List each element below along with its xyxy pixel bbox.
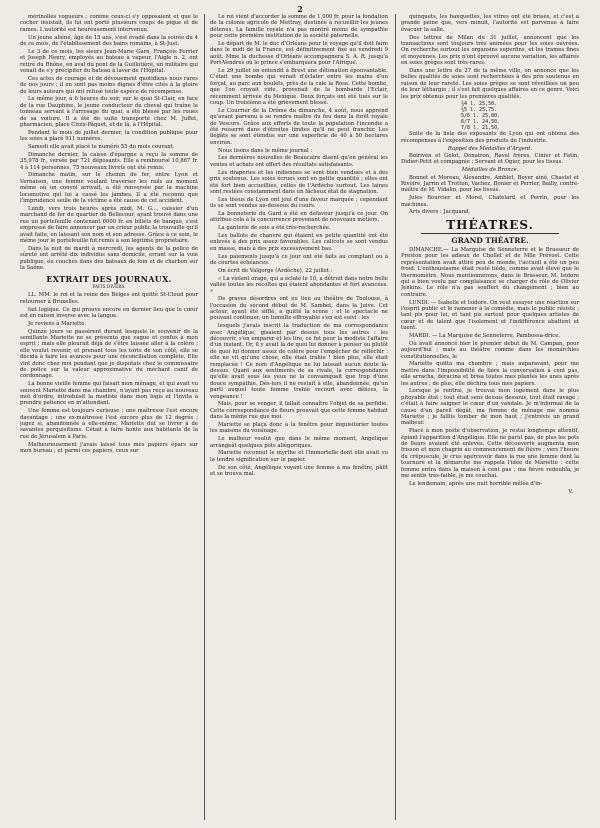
article-paragraph: lesquels j'avais inscrit la traduction de ma correspondance avec Angélique, gisaient par dessus tous les autres : les découvrir, s'en emparer et les lire, ce fut pour la modiste l'affaire d'un instant. Or, il y avait là de quoi lui donner à penser ou plutôt de quoi lui donner assez de colère pour l'empêcher de réfléchir : elle ne vit qu'une chose, elle était trahie ! bien plus, elle était remplacée ! Ce nom d'Angélique ne lui laissait aucun doute là-dessus. Quant aux sentiments de sa rivale, la correspondance qu'elle avait sous les yeux ne la convainquait que trop d'une douce sympathie. Dès-lors il ne restait à elle, abandonnée, qu'un parti auquel toute femme trahie recourt avec délices, la vengeance ! [210,323,388,400]
article-paragraph: Le 3 de ce mois, les sieurs Jean-Marie Garn, François Ferrier et Joseph Henry, employés au bateau à vapeur, l'Aigle n. 2, ont retiré du Rhône, en aval du pont de la Guillotière, un militaire qui venait de s'y précipiter du bateau à laver de l'Hôpital. [20,48,198,75]
article-paragraph: Mariette quitta ma chambre ; mais auparavant, pour me mettre dans l'impossibilité de faire la conversation à cent pas, elle arracha, déracina et brisa toutes mes plantes les unes après les autres ; de plus, elle déchira tous mes papiers. [401,361,579,387]
article-paragraph: La bonne vieille femme qui faisait mon ménage, et qui avait vu souvent Mariette dans ma chambre, n'ayant pas reçu au nouveau mot d'ordre, introduisit la modiste dans mon logis et l'invita à prendre patience en m'attendant. [20,381,198,407]
extrait-heading: EXTRAIT DES JOURNAUX. [46,274,172,285]
page-number: 2 [297,4,303,14]
article-paragraph: Mariette reconnut le myrthe et l'immortelle dont elle avait vu la tendre signification sur le papier. [210,450,388,463]
article-paragraph: Jules Bourcier et Morel, Chatelard et Perrin, pour les machines. [401,195,579,208]
article-paragraph: Un jeune aliéné, âgé de 15 ans, s'est évadé dans la soirée du 4 de ce mois, de l'établissement des bains romains, à St-Just. [20,34,198,48]
faits-divers-subheading: FAITS DIVERS. [92,285,126,291]
article-paragraph: Pendant le mois de juillet dernier, la condition publique pour les soies a placé 911 numéros. [20,129,198,143]
article-paragraph: Mariette se plaça donc à la fenêtre pour inquisitorier toutes les maisons du voisinage. [210,422,388,435]
silk-price-list [401,101,579,131]
price-line: ¾4 l. 25,50. [461,101,498,108]
article-paragraph: Le malheur voulut que dans le même moment, Angélique arrangeât quelques pots allégoriques. [210,436,388,449]
article-paragraph: Une femme est toujours curieuse ; une maîtresse l'est encore davantage ; une ex-maîtresse l'est encore plus de 12 degrés ; jugez si, abandonnée à elle-même, Mariette dut se livrer à de savantes perquisitions. Cétait à faire honte aux habitants de la rue de Jérusalem à Paris. [20,408,198,440]
article-paragraph: DIMANCHE.— La Marquise de Senneterre et le Brasseur de Preston pour les adieux de Chollet et de Mlle Prévost. Cette représentation avait attiré peu de monde, l'accueil a été un peu froid. L'enthousiasme était resté tiède, comme avait élevé que le thermomètre. Nous mentionnerons, dans le Brasseur, M. Isidore qui a bien voulu par complaisance se charger du rôle de Olivier Jenkins. Le rôle n'a pas souffert du changement ; bien au contraire. [401,246,579,298]
signature-mark: V. [568,488,573,495]
article-paragraph: Dans la nuit de mardi à mercredi, les agents de la police de sûreté ont arrêté dix individus sans domicile, errant sur la voie publique, ou couchés dans des bateaux de foin et de charbon sur la Saône. [20,245,198,271]
article-paragraph: Le Courrier de la Drôme du dimanche, 4 août, nous apprend qu'avant parvenu à se rendre maître du feu dans la forêt royale de Vescors. Grâce aux efforts de toute la population l'incendie a été resserré dans d'étroites limites qu'il ne peut franchir. Les dégâts se sont étendus sur une superficie de 40 à 50 hectares environ. [210,107,388,146]
price-line: 5/6 l. 25,00. [461,113,501,120]
rappel-heading: Rappel des Médailles d'Argent. [447,145,533,152]
article-paragraph: Nous lisons dans le même journal : [218,147,313,154]
article-paragraph: Les dernières nouvelles de Beaucaire disent qu'en général les ventes et achats ont offert des résultats satisfaisants. [210,155,388,168]
grand-theatre-heading: GRAND THÉATRE. [451,235,529,245]
article-paragraph: Bonnet et Moreau, Alexandre, Amblet, Boyer ainé, Chastel et Rivoire, Jarrin et Trotton, Vachez, Bonier et Perrier, Bailly, contre-maître de M. Vidalin, pour les tissus. [401,174,579,194]
article-paragraph: Les tissus de Lyon ont joui d'une faveur marquée ; cependant ils se sont vendus au-dessous du cours. [210,196,388,210]
theatres-heading: THÉATRES. [446,217,534,232]
column-divider [204,14,205,820]
article-paragraph: On écrit de Valgorge (Ardèche), 22 juillet : [218,267,333,274]
article-paragraph: De graves désordres ont eu lieu au théâtre de Toulouse, à l'occasion du second début de M. Sambet, dans la Juive. Cet acteur, ayant été sifflé, a quitté la scène ; et le spectacle ne pouvant continuer, un tumulte effroyable s'en est suivi : les [210,296,388,322]
article-paragraph: Quinze jours se passèrent durant lesquels le souvenir de la semillante Mariette ne se présenta que vague et confus à mon esprit ; mais elle pleurait déjà de s'être laissée aller à la colère ; elle voulut revenir, et prenant tous les torts de son côté, elle se décida à faire les avances pour une réconciliation complète. Elle vint donc chez moi pendant que je disputais chez le commissaire de police sur la valeur approximative du méchant canif de cordonnage. [20,328,198,380]
article-paragraph: Dimanche matin, sur le chemin de fer, entre Lyon et Vernaison, une femme voulant traverser les rails au moment même où un convoi arrivait, a été renversée par la machine locomotive qui lui a cassé les jambes. Il a été reconnu que l'imprudence seule de la victime a été cause de cet accident. [20,172,198,205]
article-paragraph: Ces actes de courage et de dévouement quotidiens nous rares de nos jours ; il en sont pas moins dignes d'être cités à la gloire de leurs auteurs qui ont refusé toute espèce de récompense. [20,75,198,95]
column-divider [395,14,396,820]
article-paragraph: Le même jour, à 6 heures du soir, sur le quai St-Clair, en face de la rue Dauphine, le jeune conducteur du cheval qui traîne le tonneau servant à l'arrosage du quai, a été blessé par les roues de sa voiture. Il a été de suite transporté chez M. Juffet, pharmacien, place Croix-Pâquet, et de là, à l'Hôpital. [20,96,198,129]
article-paragraph: mérinolles vogueurs ; comme ceux-ci s'y opposaient et que le cocher insistait, ils lui ont porté plusieurs coups de pique et de rames. L'autorité est heureusement intervenue. [20,14,198,33]
article-paragraph: Lorsque je rentrai, je trouvai mon logement dans le plus pitoyable état ; tout était sens dessus dessous, tout était ravagé ; c'était à faire saigner le cœur d'un vandale. Je m'informai de la cause d'un pareil dégât, ma femme de ménage me nomma Mariette ; je faillis tomber de mon haut ; j'entrevis un grand malheur. [401,388,579,427]
article-paragraph: LUNDI. — Isabelle et Isidore. On veut essayer une réaction sur l'esprit public et le ramener à la comédie, mais le public résiste ; tant pis pour lui, et tant pis surtout pour quelques artistes de cœur et de talent que l'isolement et l'indifférence abattent et tuent. [401,299,579,332]
price-line: 7/8 l. 21,50. [461,125,501,132]
article-paragraph: Placé à mon poste d'observation, je restai longtemps attentif, épiant l'apparition d'Angélique. Elle ne parut pas, de plus les pots de fleurs avaient été enlevés. Cette découverte augmenta mon frisson et mon chagrin au commencement de fièvre ; vers l'heure du crépuscule, je crus apercevoir dans la rue une femme dont la tournure et la démarche me rappela l'idée de Mariette : cette femme entra dans la maison à cent pas ; ma fièvre redoubla, je me sentis très-faible, je me couchai. [401,428,579,480]
article-paragraph: Les draperies et les indiennes se sont bien vendues et à des prix soutenus. Les soies écrues sont en petite quantité ; elles ont été fort bien accueillies, celles de l'Ardèche surtout. Les laines sont restées constamment dans un fâcheux état de stagnation. [210,169,388,195]
article-paragraph: Je reviens à Mariette. [28,320,87,327]
article-paragraph: LL. MM. le roi et la reine des Belges ont quitté St-Cloud pour retourner à Bruxelles. [20,292,198,305]
article-paragraph: Où avait annoncé hier le premier début de M. Campan, pour aujourd'hui ; mais au théâtre comme dans les monarchies constitutionnelles, le [401,340,579,360]
article-paragraph: La bonneterie du Gard a été en défaveur jusqu'à ce jour. On attribue cela à la concurrence provenant de nouveaux métiers. [210,210,388,224]
article-paragraph: La ganterie de soie a été très-recherchée. [218,225,331,232]
heading-rule [421,233,559,234]
article-paragraph: « La violent orage, qui a éclaté le 10, a détruit dans notre belle vallée toutes les récoltes qui étaient abondantes et fort avancées. » [210,275,388,295]
article-paragraph: Le lendemain, après une nuit horrible mêlée d'in- [409,480,543,487]
article-paragraph: Boiriven et Gelot, Donatron, Ravel frères, Cinier et Fatin, Didier-Petit et compagnie ; Servant et Ogier, pour les tissus. [401,153,579,166]
article-paragraph: MARDI. — La Marquise de Senneterre, Pambossa-drice. [409,332,561,339]
article-paragraph: Les paiements jusqu'à ce jour ont été faits au comptant ou à de courtes échéances. [210,253,388,266]
price-line: ¾5 l. 25,75. [461,107,498,114]
article-paragraph: Dans une lettre du 27 de la même ville, on annonce que les belles qualités de soies sont recherchées à des prix soutenus en raison de leur rareté. Les soies grèges se sont réveillées un peu de leur léthargie ; il s'est fait quelques affaires en ce genre. Voici les prix obtenus pour les premières qualités. [401,68,579,100]
article-paragraph: Lundi, vers trois heures après midi, M. G..., caissier d'un marchand de fer du quartier de Bellecour, ayant trouvé dans une rue un portefeuille contenant 6000 fr. en billets de banque, s'est empressé de faire annoncer par un crieur public la trouvaille qu'il avait faite, en laissant son nom et son adresse. Grâce à ce soin, le même jour le portefeuille fut remis à son légitime propriétaire. [20,205,198,244]
article-paragraph: Le roi vient d'accorder la somme de 1,000 fr. pour la fondation de la colonie agricole de Mettray, destinée à recueillir les jeunes détenus. La famille royale n'a pas montré moins de sympathie pour cette première institution de la société paternelle. [210,14,388,40]
article-paragraph: Dimanche dernier, la caisse d'épargne a reçu la somme de 35,978 fr., versée par 721 déposants. Elle a remboursé 10,867 fr. 4 à 114 personnes, 75 nouveaux livrets ont été remis. [20,151,198,171]
article-paragraph: fait logique. Ce qui prouve encore en dernier lieu que le cœur est en raison inverse avec la langue. [20,306,198,319]
bronze-heading: Médailles de Bronze. [461,167,519,174]
article-paragraph: quinquets, les banquettes, les vitres ont été brisés, et c'est à grande peine que, vers minuit, l'autorité est parvenue à faire évacuer la salle. [401,14,579,33]
article-paragraph: De son côté, Angélique voyant une femme à ma fenêtre, pâlit et se trouva mal. [210,464,388,478]
column-left [20,14,198,820]
column-middle [210,14,388,820]
price-line: 6/7 l. 24,50. [461,119,501,126]
column-right [401,14,579,820]
article-paragraph: Suite de la liste des exposants de Lyon qui ont obtenu des récompenses à l'exposition des produits de l'industrie. [401,131,579,144]
article-paragraph: Les ballots de chanvre qui étaient en petite quantité ont été enlevés à des prix assez favorables. Les calicots se sont vendus en masse, mais à des prix excessivement bas. [210,232,388,252]
article-paragraph: Malheureusement j'avais laissé tous mes papiers épars sur mon bureau ; et parmi ces papiers, ceux sur [20,441,198,455]
article-paragraph: Le 29 juillet on entendit à Brest une détonation épouvantable. C'était une bombe qui venait d'éclater entre les mains d'un forçat, au parc aux boulets, près de la cale la Rose. Cette bombe, que l'on croyait vide, provenait de la bombarde l'Eclair, récemment arrivée du Mexique. Deux forçats ont été tués sur le coup. Un troisième a été grièvement blessé. [210,68,388,107]
article-paragraph: Des lettres de Milan du 31 juillet, annoncent que les transactions sont toujours très animées pour les soies ouvrées. On recherche surtout les organsins superfins, et les trames fines et moyennes. Les prix n'ont éprouvé aucune variation, les affaires en soies grèges sont très-rares. [401,34,579,67]
article-paragraph: Mais, pour se venger, il fallait connaître l'objet de sa perfidie. Cette correspondance de fleurs prouvait que cette femme habitait dans la même rue que moi. [210,401,388,421]
article-paragraph: Arts divers : Jacquand. [409,209,471,216]
article-paragraph: Samedi elle avait placé le numéro 55 du mois courant. [28,144,175,151]
article-paragraph: Le départ de M. le duc d'Orléans pour le voyage qu'il doit faire dans le midi de la France, est définitivement fixé au vendredi 9 août. Mme la duchesse d'Orléans accompagnera S. A. R. jusqu'à Port-Vendres où le prince s'embarquera pour l'Afrique. [210,41,388,67]
